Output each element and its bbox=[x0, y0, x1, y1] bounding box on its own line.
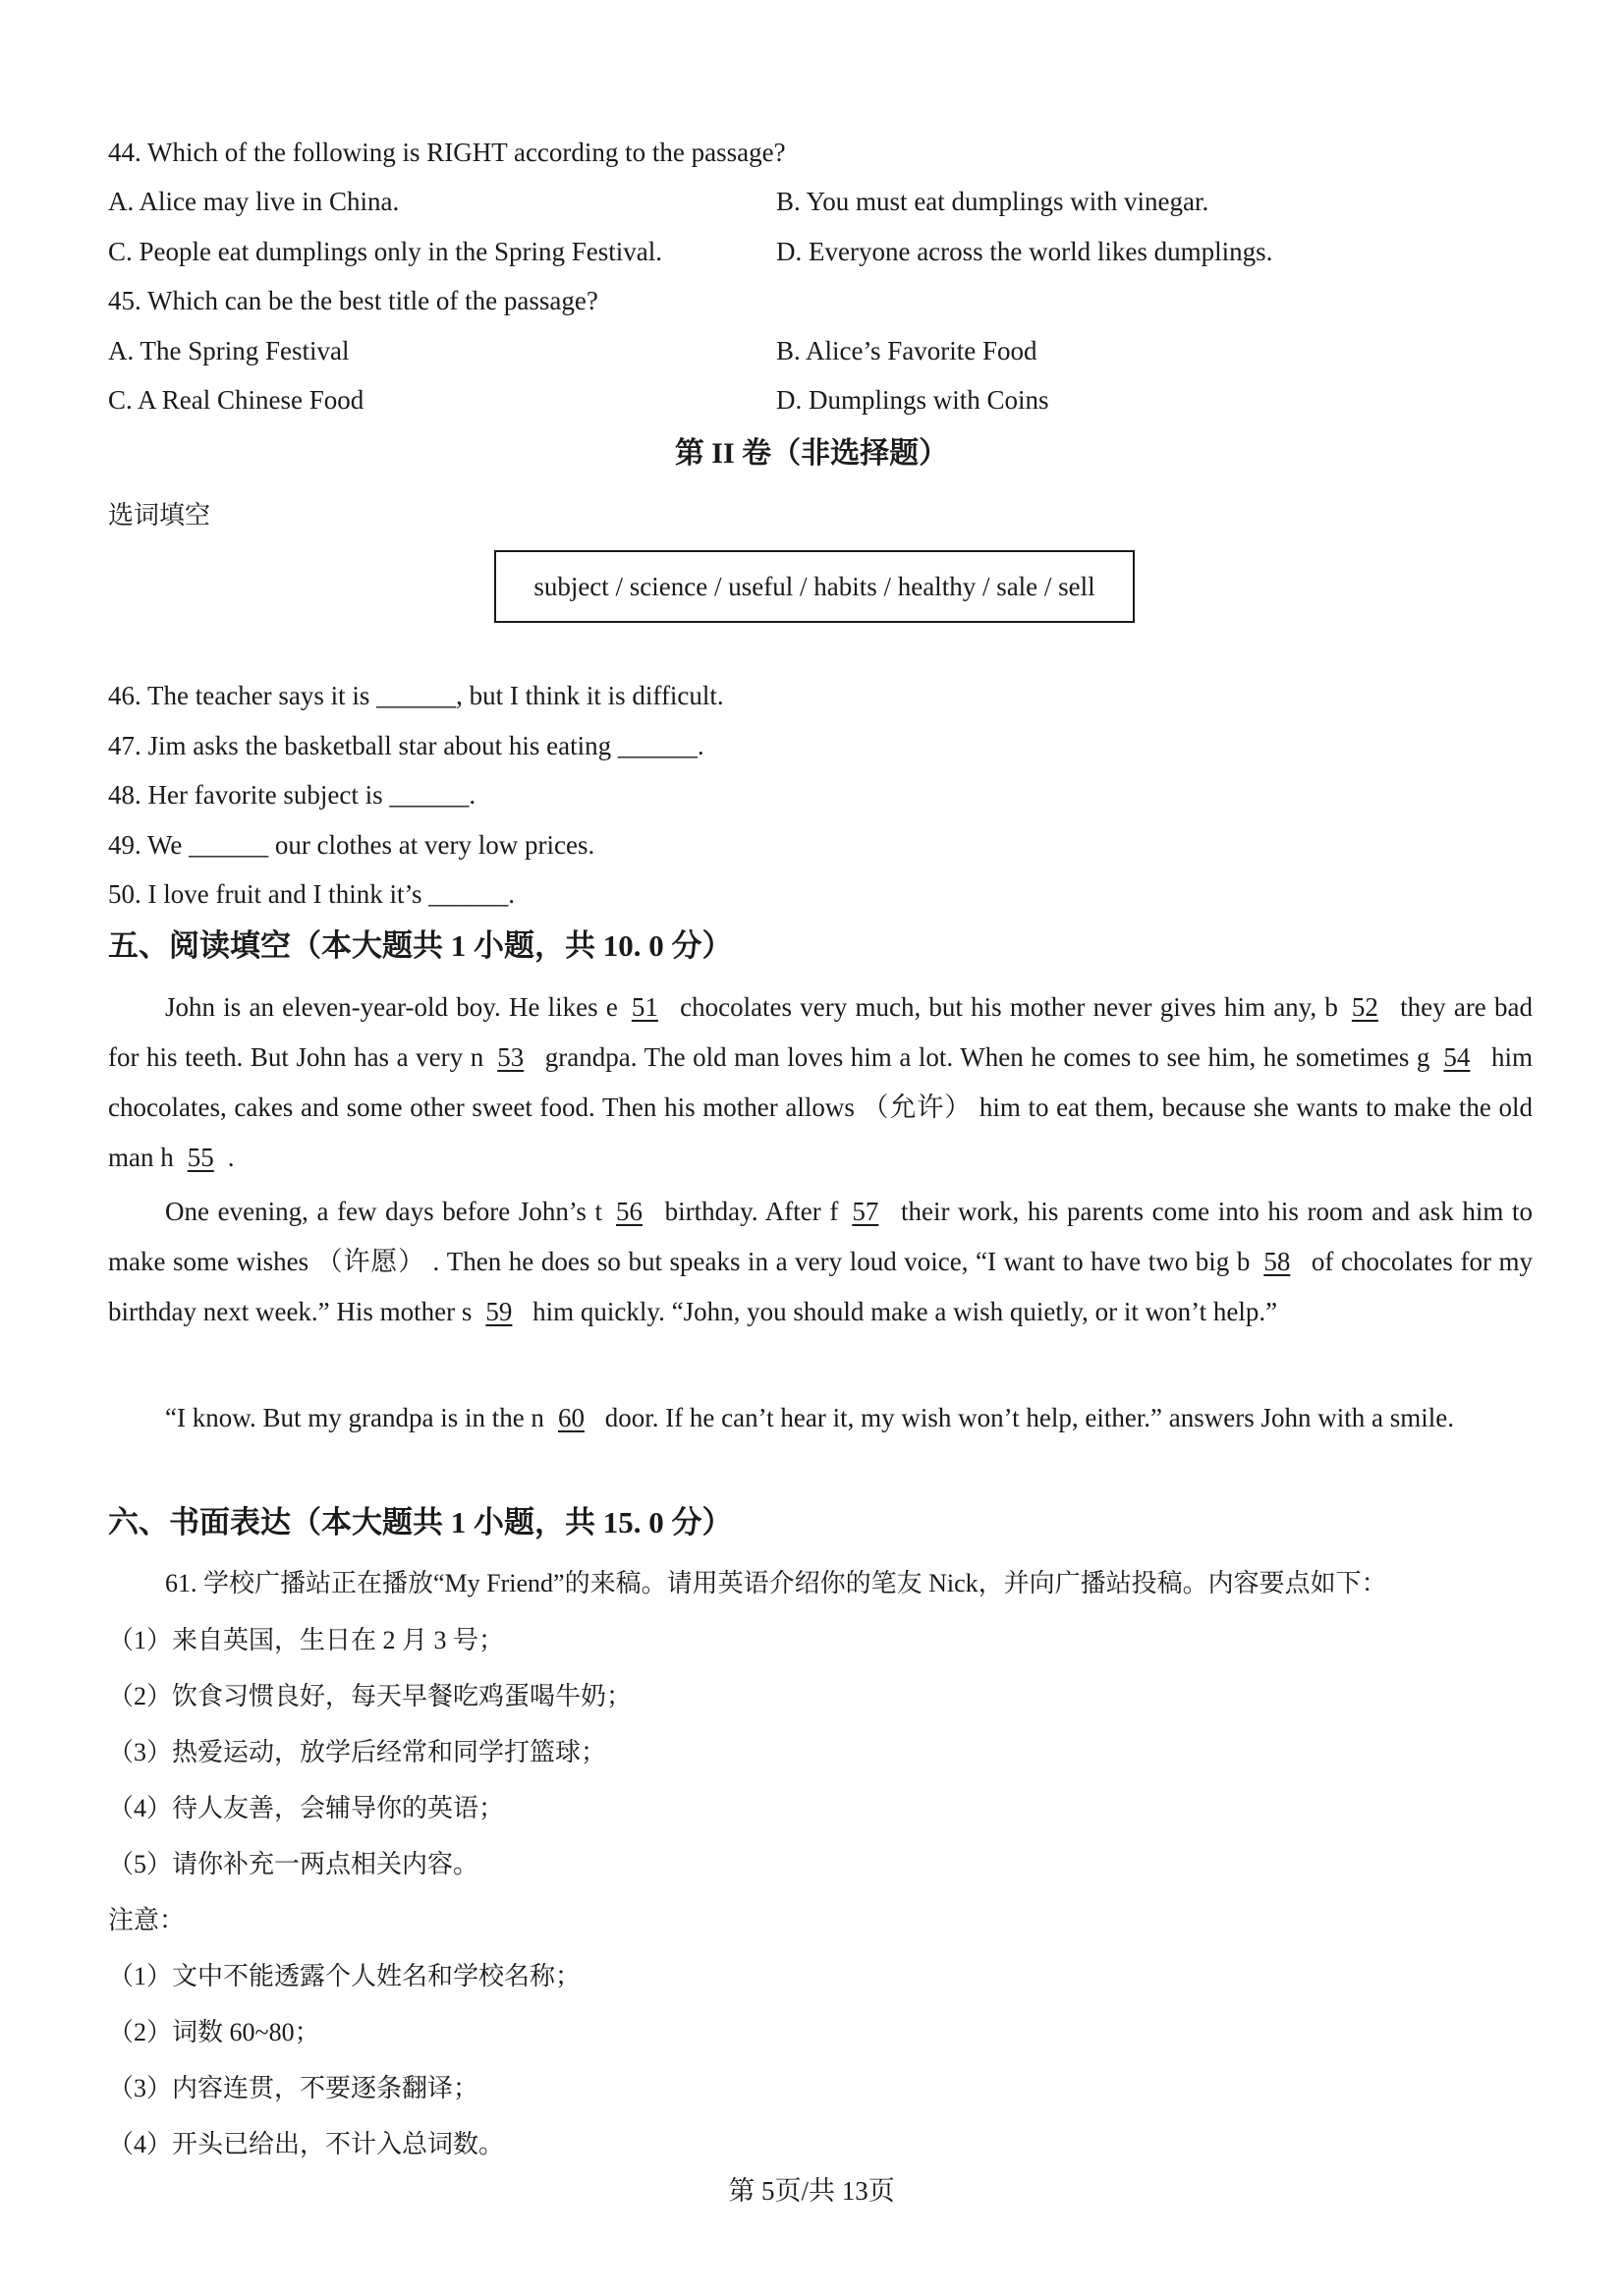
blank-55: 55 bbox=[187, 1143, 214, 1172]
blank-53: 53 bbox=[497, 1042, 525, 1072]
note-2: （2）词数 60~80； bbox=[108, 2018, 320, 2046]
q45-option-a: A. The Spring Festival bbox=[108, 336, 350, 365]
q61-prompt: 61. 学校广播站正在播放“My Friend”的来稿。请用英语介绍你的笔友 Nick，并向广播站投稿。内容要点如下： bbox=[165, 1569, 1387, 1597]
word-bank-box: subject / science / useful / habits / healthy / sale / sell bbox=[494, 550, 1135, 623]
blank-52: 52 bbox=[1351, 992, 1378, 1022]
page-number: 第 5页/共 13页 bbox=[728, 2176, 895, 2206]
q44-option-a: A. Alice may live in China. bbox=[108, 187, 400, 216]
point-1: （1）来自英国，生日在 2 月 3 号； bbox=[108, 1626, 505, 1654]
q48: 48. Her favorite subject is ______. bbox=[108, 780, 476, 810]
section5-heading: 五、阅读填空（本大题共 1 小题，共 10. 0 分） bbox=[108, 928, 733, 963]
q44-option-c: C. People eat dumplings only in the Spring Festival. bbox=[108, 237, 662, 266]
q45-option-b: B. Alice’s Favorite Food bbox=[776, 336, 1037, 365]
q45-option-c: C. A Real Chinese Food bbox=[108, 385, 364, 415]
cloze-paragraph-1: John is an eleven-year-old boy. He likes e 51 chocolates very much, but his mother never gives him any, b 52 they are bad for his teeth. But John has a very n 53 grandpa. The old man loves him a lot. When he comes to see him, he sometimes g 54 him chocolates, cakes and some other sweet food. Then his mother allows （允许） him to eat them, because she wants to make the old man h 55 . bbox=[108, 992, 1533, 1172]
cloze-paragraph-2: One evening, a few days before John’s t 56 birthday. After f 57 their work, his parents come into his room and ask him to make some wishes （许愿） . Then he does so but speaks in a very loud voice, “I want to have two big b 58 of chocolates for my birthday next week.” His mother s 59 him quickly. “John, you should make a wish quietly, or it won’t help.” bbox=[108, 1197, 1534, 1326]
blank-60: 60 bbox=[557, 1403, 585, 1432]
word-fill-heading: 选词填空 bbox=[108, 501, 211, 531]
q45-stem: 45. Which can be the best title of the passage? bbox=[108, 286, 598, 315]
cloze-paragraph-3: “I know. But my grandpa is in the n 60 door. If he can’t hear it, my wish won’t help, either.” answers John with a smile. bbox=[165, 1403, 1455, 1432]
section6-heading: 六、书面表达（本大题共 1 小题，共 15. 0 分） bbox=[108, 1505, 733, 1540]
part2-title: 第 II 卷（非选择题） bbox=[674, 437, 949, 470]
note-1: （1）文中不能透露个人姓名和学校名称； bbox=[108, 1962, 582, 1990]
q44-option-b: B. You must eat dumplings with vinegar. bbox=[776, 187, 1209, 216]
notes-label: 注意： bbox=[108, 1906, 186, 1934]
blank-59: 59 bbox=[485, 1297, 513, 1326]
point-5: （5）请你补充一两点相关内容。 bbox=[108, 1850, 479, 1878]
blank-51: 51 bbox=[631, 992, 658, 1022]
q44-option-d: D. Everyone across the world likes dumplings. bbox=[776, 237, 1273, 266]
q46: 46. The teacher says it is ______, but I think it is difficult. bbox=[108, 681, 724, 710]
note-4: （4）开头已给出，不计入总词数。 bbox=[108, 2130, 505, 2158]
point-4: （4）待人友善，会辅导你的英语； bbox=[108, 1794, 505, 1822]
blank-58: 58 bbox=[1263, 1247, 1291, 1276]
q44-stem: 44. Which of the following is RIGHT according to the passage? bbox=[108, 138, 786, 167]
q47: 47. Jim asks the basketball star about his eating ______. bbox=[108, 731, 704, 760]
point-3: （3）热爱运动，放学后经常和同学打篮球； bbox=[108, 1738, 607, 1766]
q49: 49. We ______ our clothes at very low prices. bbox=[108, 830, 595, 860]
q45-option-d: D. Dumplings with Coins bbox=[776, 385, 1049, 415]
point-2: （2）饮食习惯良好，每天早餐吃鸡蛋喝牛奶； bbox=[108, 1682, 633, 1710]
q50: 50. I love fruit and I think it’s ______. bbox=[108, 879, 515, 909]
blank-54: 54 bbox=[1443, 1042, 1471, 1072]
blank-57: 57 bbox=[852, 1197, 879, 1226]
blank-56: 56 bbox=[616, 1197, 643, 1226]
note-3: （3）内容连贯，不要逐条翻译； bbox=[108, 2074, 479, 2102]
